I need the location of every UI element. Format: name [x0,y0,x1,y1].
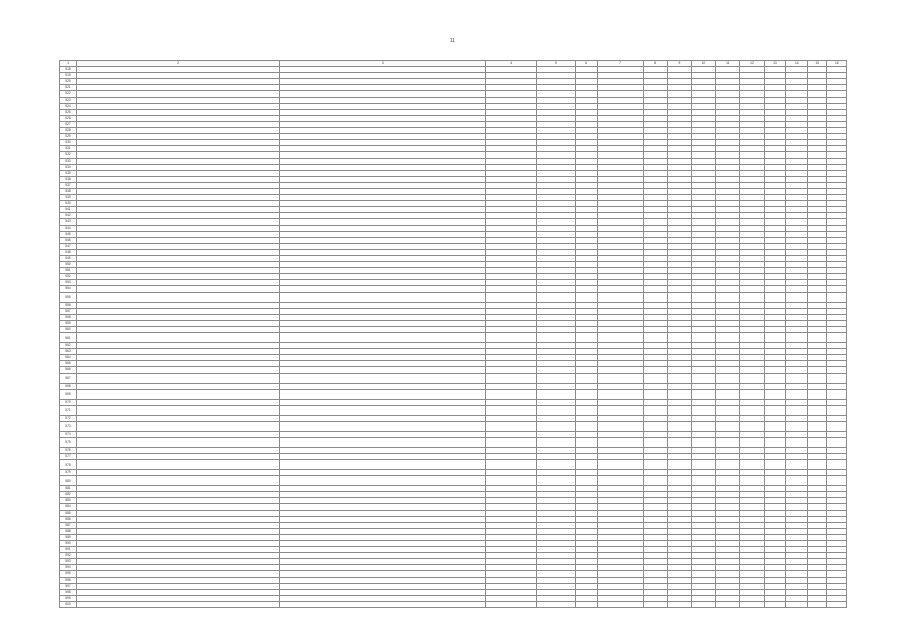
table-row [60,389,847,399]
column-number: 3 [280,61,486,67]
row-number: 562 [60,343,77,349]
column-number: 2 [76,61,279,67]
col6-cell [575,333,597,343]
column-number: 16 [827,61,847,67]
col8-cell [643,333,667,343]
table-row [60,292,847,302]
period-cell [486,437,537,447]
register-table [59,60,847,608]
col13-cell [764,333,786,343]
work-type-cell [280,601,486,607]
row-number: 537 [60,182,77,188]
col15-cell [808,601,827,607]
row-number: 566 [60,367,77,373]
row-number: 598 [60,589,77,595]
col8-cell [643,476,667,486]
row-number: 550 [60,262,77,268]
col9-cell [667,437,691,447]
col14-cell [786,389,808,399]
column-number: 11 [716,61,740,67]
row-number: 567 [60,373,77,383]
table-row [60,437,847,447]
row-number: 524 [60,103,77,109]
col9-cell [667,601,691,607]
col14-cell [786,437,808,447]
col12-cell [740,333,764,343]
column-number: 13 [764,61,786,67]
col12-cell [740,405,764,415]
row-number: 533 [60,158,77,164]
col15-cell [808,437,827,447]
col11-cell [716,476,740,486]
col14-cell [786,333,808,343]
address-cell [76,292,279,302]
row-number: 532 [60,152,77,158]
col10-cell [691,292,715,302]
row-number: 565 [60,361,77,367]
col6-cell [575,601,597,607]
column-number: 6 [575,61,597,67]
work-type-cell [280,437,486,447]
row-number: 579 [60,470,77,476]
row-number: 596 [60,577,77,583]
row-number: 548 [60,249,77,255]
col13-cell [764,389,786,399]
col16-cell [827,460,847,470]
col11-cell [716,405,740,415]
row-number: 569 [60,389,77,399]
row-number: 581 [60,486,77,492]
col9-cell [667,476,691,486]
amount-cell [537,421,576,431]
row-number: 557 [60,308,77,314]
row-number: 593 [60,559,77,565]
row-number: 573 [60,421,77,431]
address-cell [76,421,279,431]
row-number: 534 [60,164,77,170]
col6-cell [575,421,597,431]
row-number: 594 [60,565,77,571]
work-type-cell [280,333,486,343]
register-body [60,67,847,608]
address-cell [76,405,279,415]
col13-cell [764,373,786,383]
col12-cell [740,476,764,486]
row-number: 535 [60,170,77,176]
col13-cell [764,405,786,415]
row-number: 518 [60,67,77,73]
col7-cell [597,421,643,431]
col16-cell [827,476,847,486]
row-number: 540 [60,201,77,207]
row-number: 564 [60,355,77,361]
row-number: 571 [60,405,77,415]
col13-cell [764,476,786,486]
col7-cell [597,292,643,302]
col11-cell [716,421,740,431]
amount-cell [537,292,576,302]
col8-cell [643,437,667,447]
row-number: 555 [60,292,77,302]
row-number: 582 [60,492,77,498]
row-number: 560 [60,326,77,332]
col9-cell [667,421,691,431]
amount-cell [537,405,576,415]
row-number: 525 [60,109,77,115]
col8-cell [643,292,667,302]
period-cell [486,292,537,302]
amount-cell [537,460,576,470]
col15-cell [808,373,827,383]
address-cell [76,333,279,343]
amount-cell [537,333,576,343]
col6-cell [575,460,597,470]
row-number: 546 [60,237,77,243]
row-number: 521 [60,85,77,91]
col6-cell [575,476,597,486]
col12-cell [740,460,764,470]
column-number: 14 [786,61,808,67]
column-number: 12 [740,61,764,67]
col16-cell [827,421,847,431]
column-number: 10 [691,61,715,67]
amount-cell [537,476,576,486]
table-row [60,421,847,431]
col10-cell [691,405,715,415]
col10-cell [691,437,715,447]
period-cell [486,601,537,607]
col11-cell [716,333,740,343]
row-number: 553 [60,280,77,286]
row-number: 588 [60,528,77,534]
row-number: 589 [60,534,77,540]
col10-cell [691,389,715,399]
row-number: 526 [60,115,77,121]
row-number: 570 [60,399,77,405]
row-number: 529 [60,134,77,140]
col10-cell [691,373,715,383]
col8-cell [643,373,667,383]
col15-cell [808,476,827,486]
col13-cell [764,292,786,302]
col15-cell [808,405,827,415]
row-number: 559 [60,320,77,326]
row-number: 556 [60,302,77,308]
row-number: 578 [60,460,77,470]
row-number: 552 [60,274,77,280]
row-number: 522 [60,91,77,97]
row-number: 563 [60,349,77,355]
row-number: 591 [60,547,77,553]
row-number: 519 [60,73,77,79]
col11-cell [716,389,740,399]
col11-cell [716,460,740,470]
col8-cell [643,405,667,415]
work-type-cell [280,389,486,399]
period-cell [486,405,537,415]
col16-cell [827,389,847,399]
row-number: 523 [60,97,77,103]
row-number: 541 [60,207,77,213]
col6-cell [575,405,597,415]
work-type-cell [280,292,486,302]
row-number: 597 [60,583,77,589]
col11-cell [716,437,740,447]
work-type-cell [280,405,486,415]
col11-cell [716,373,740,383]
column-number: 9 [667,61,691,67]
col12-cell [740,421,764,431]
column-number: 5 [537,61,576,67]
col14-cell [786,405,808,415]
period-cell [486,421,537,431]
address-cell [76,373,279,383]
row-number: 568 [60,383,77,389]
table-row [60,476,847,486]
table-row [60,373,847,383]
col14-cell [786,476,808,486]
column-number: 8 [643,61,667,67]
row-number: 520 [60,79,77,85]
col7-cell [597,333,643,343]
col14-cell [786,460,808,470]
row-number: 574 [60,431,77,437]
col7-cell [597,601,643,607]
address-cell [76,389,279,399]
col15-cell [808,292,827,302]
col15-cell [808,460,827,470]
row-number: 586 [60,516,77,522]
row-number: 549 [60,256,77,262]
col13-cell [764,437,786,447]
col13-cell [764,460,786,470]
amount-cell [537,373,576,383]
col8-cell [643,421,667,431]
work-type-cell [280,460,486,470]
col6-cell [575,373,597,383]
row-number: 551 [60,268,77,274]
row-number: 592 [60,553,77,559]
col13-cell [764,601,786,607]
period-cell [486,460,537,470]
address-cell [76,476,279,486]
work-type-cell [280,421,486,431]
col14-cell [786,601,808,607]
row-number: 576 [60,447,77,453]
col11-cell [716,292,740,302]
table-row [60,460,847,470]
table-row [60,405,847,415]
col9-cell [667,389,691,399]
col16-cell [827,437,847,447]
row-number: 580 [60,476,77,486]
column-number: 4 [486,61,537,67]
col12-cell [740,437,764,447]
row-number: 539 [60,195,77,201]
row-number: 538 [60,188,77,194]
col16-cell [827,292,847,302]
col7-cell [597,437,643,447]
row-number: 558 [60,314,77,320]
row-number: 536 [60,176,77,182]
col7-cell [597,476,643,486]
col9-cell [667,292,691,302]
period-cell [486,373,537,383]
col12-cell [740,373,764,383]
row-number: 583 [60,498,77,504]
col16-cell [827,405,847,415]
col8-cell [643,601,667,607]
column-number: 15 [808,61,827,67]
row-number: 543 [60,219,77,225]
col13-cell [764,421,786,431]
col7-cell [597,405,643,415]
row-number: 542 [60,213,77,219]
col8-cell [643,460,667,470]
col12-cell [740,292,764,302]
col9-cell [667,405,691,415]
period-cell [486,476,537,486]
row-number: 547 [60,243,77,249]
address-cell [76,460,279,470]
row-number: 590 [60,541,77,547]
row-number: 599 [60,595,77,601]
col6-cell [575,389,597,399]
col14-cell [786,421,808,431]
page-number: 11 [449,38,456,44]
col7-cell [597,373,643,383]
col6-cell [575,437,597,447]
col16-cell [827,333,847,343]
row-number: 530 [60,140,77,146]
col10-cell [691,476,715,486]
row-number: 572 [60,415,77,421]
col12-cell [740,601,764,607]
row-number: 595 [60,571,77,577]
address-cell [76,437,279,447]
column-number: 7 [597,61,643,67]
column-number: 1 [60,61,77,67]
col15-cell [808,389,827,399]
col9-cell [667,333,691,343]
row-number: 575 [60,437,77,447]
amount-cell [537,437,576,447]
col12-cell [740,389,764,399]
col9-cell [667,373,691,383]
row-number: 554 [60,286,77,292]
col15-cell [808,333,827,343]
row-number: 544 [60,225,77,231]
row-number: 584 [60,504,77,510]
col14-cell [786,373,808,383]
row-number: 585 [60,510,77,516]
col8-cell [643,389,667,399]
col16-cell [827,373,847,383]
row-number: 577 [60,453,77,459]
col16-cell [827,601,847,607]
work-type-cell [280,373,486,383]
period-cell [486,333,537,343]
row-number: 600 [60,601,77,607]
col10-cell [691,333,715,343]
col10-cell [691,460,715,470]
col14-cell [786,292,808,302]
amount-cell [537,601,576,607]
work-type-cell [280,476,486,486]
table-row [60,601,847,607]
col10-cell [691,601,715,607]
address-cell [76,601,279,607]
table-row [60,333,847,343]
col10-cell [691,421,715,431]
col11-cell [716,601,740,607]
row-number: 528 [60,128,77,134]
row-number: 527 [60,121,77,127]
row-number: 561 [60,333,77,343]
col7-cell [597,460,643,470]
row-number: 587 [60,522,77,528]
row-number: 545 [60,231,77,237]
col15-cell [808,421,827,431]
col6-cell [575,292,597,302]
amount-cell [537,389,576,399]
col7-cell [597,389,643,399]
row-number: 531 [60,146,77,152]
period-cell [486,389,537,399]
col9-cell [667,460,691,470]
